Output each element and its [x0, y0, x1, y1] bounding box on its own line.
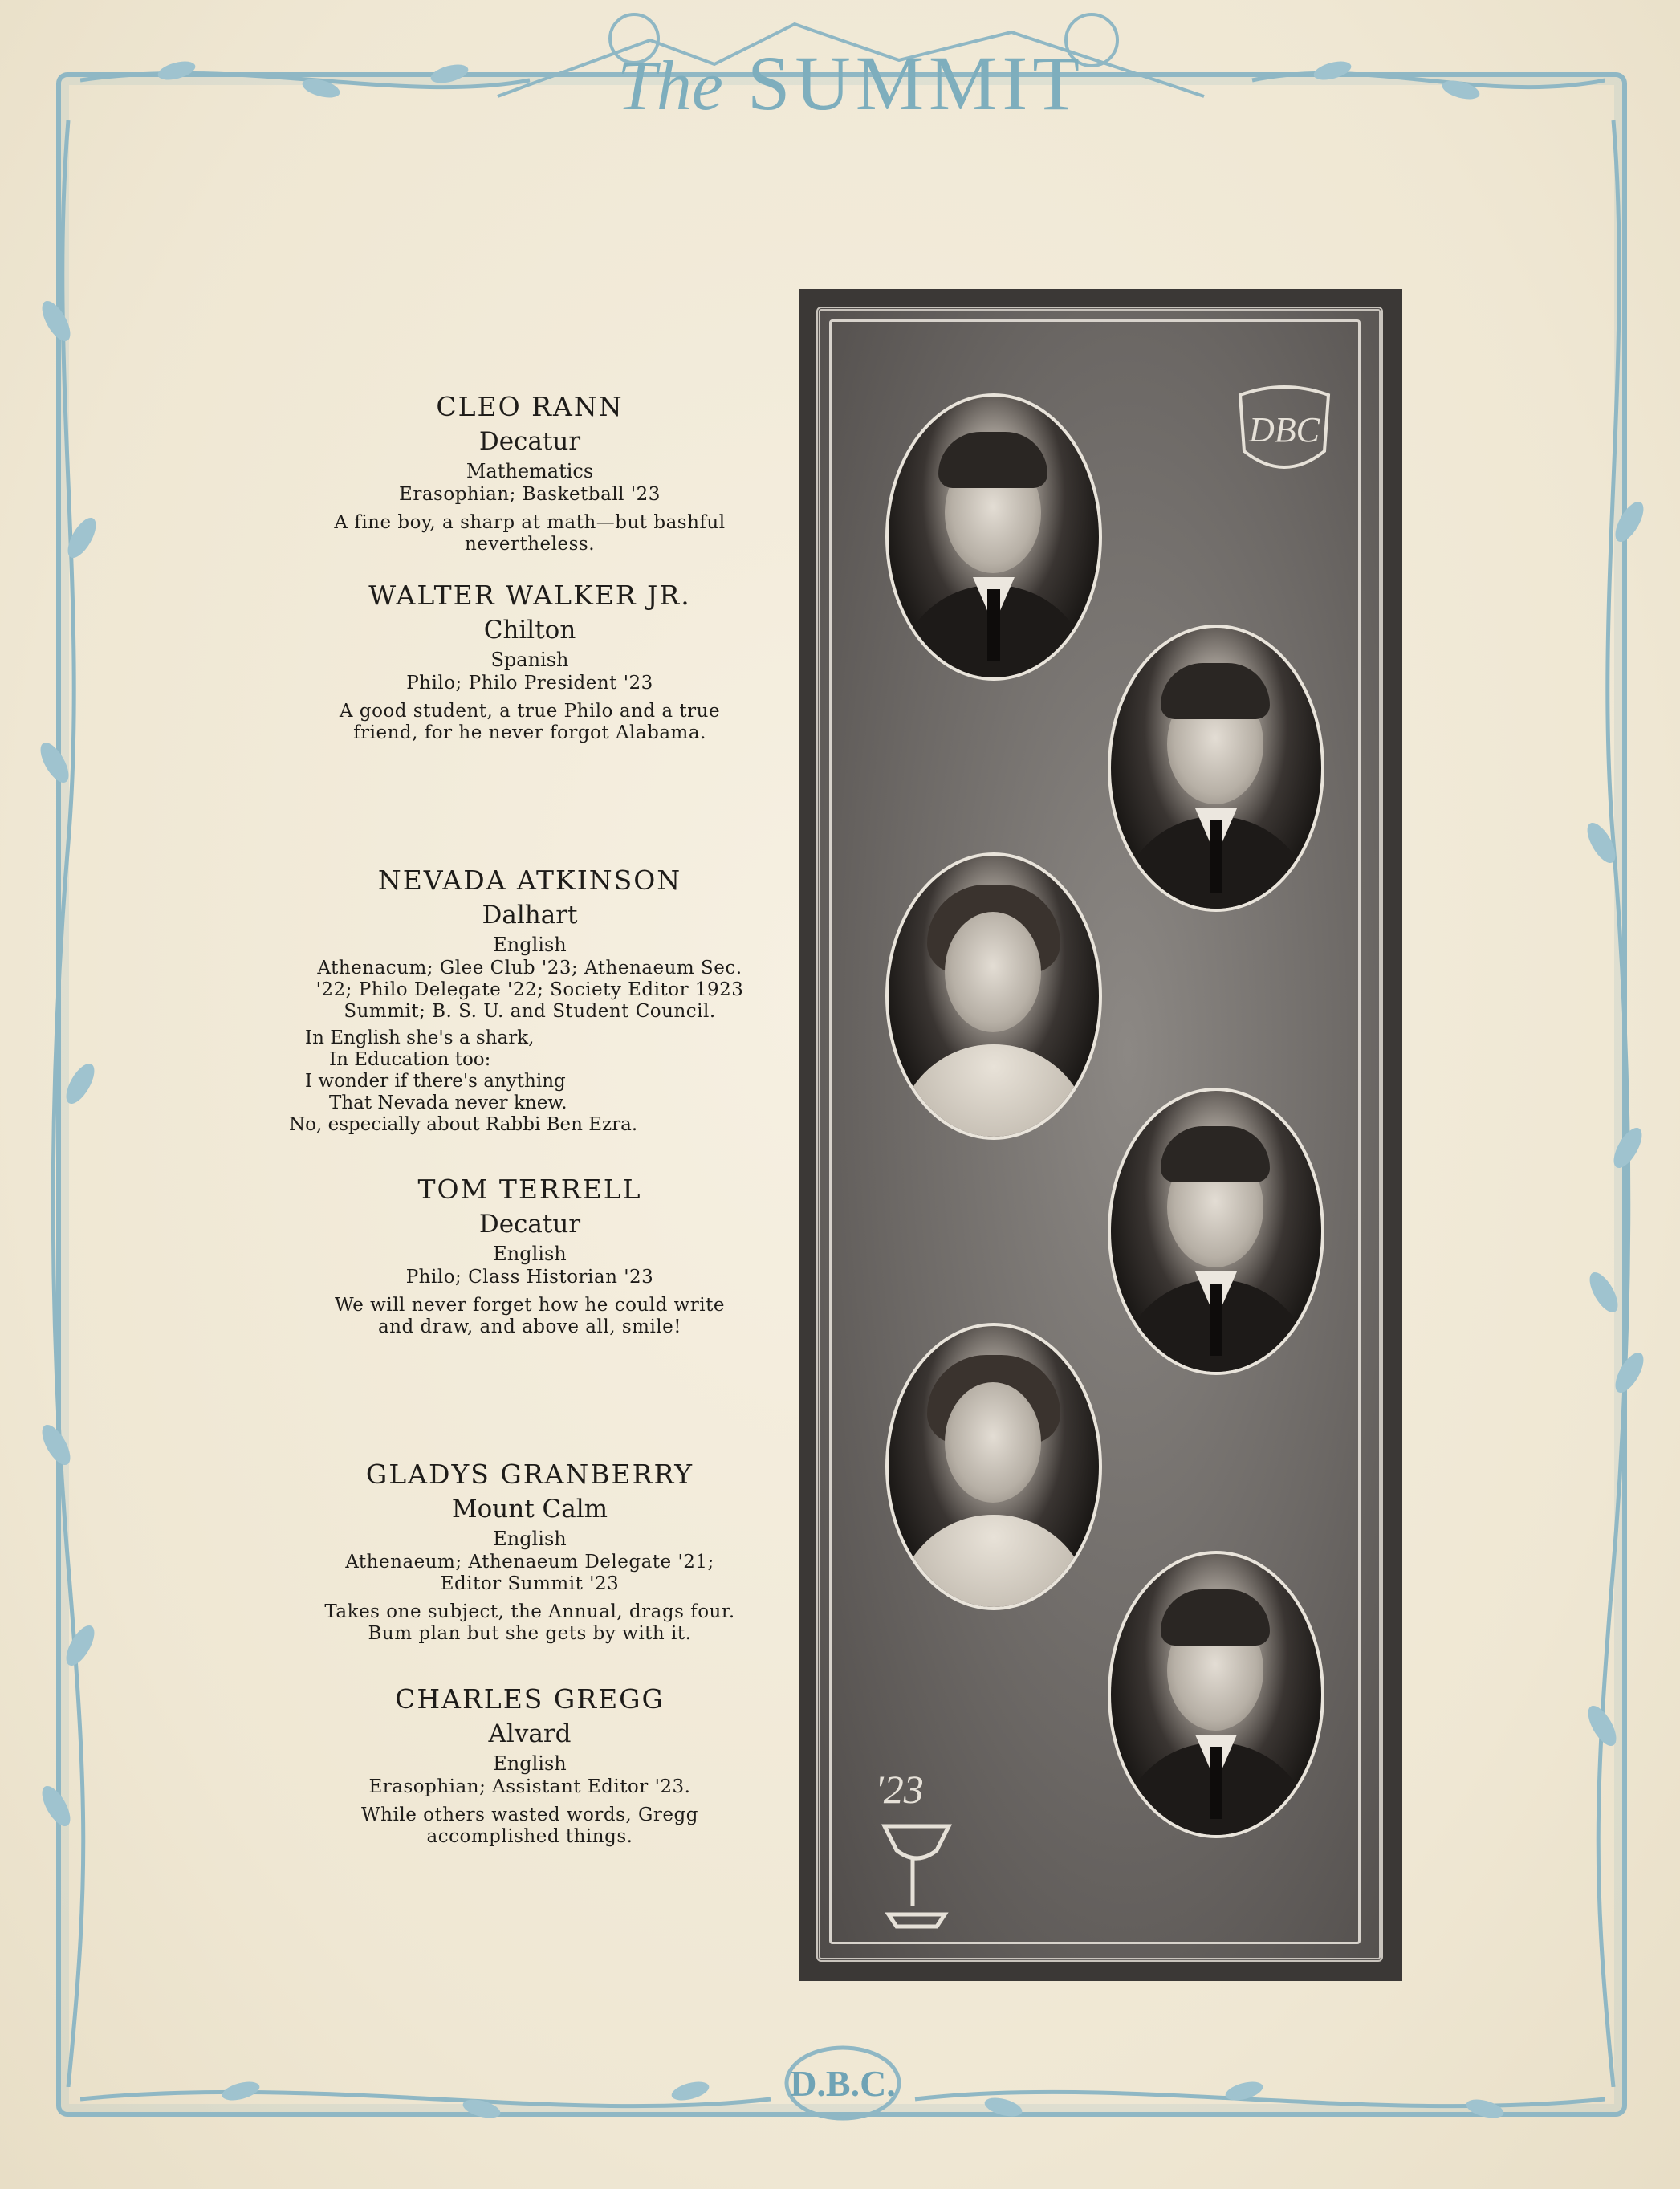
- student-hometown: Mount Calm: [451, 1495, 608, 1524]
- student-major: Spanish: [490, 649, 569, 671]
- portrait-panel: [799, 289, 1402, 1981]
- title-main: SUMMIT: [746, 40, 1085, 126]
- quote-line: A good student, a true Philo and a true: [339, 701, 721, 722]
- portrait-photo: [885, 393, 1102, 681]
- student-entry: [273, 389, 787, 555]
- student-activities: Erasophian; Assistant Editor '23.: [368, 1776, 691, 1797]
- student-major: Mathematics: [466, 460, 594, 482]
- student-activities: Philo; Class Historian '23: [405, 1267, 654, 1288]
- quote-line: and draw, and above all, smile!: [377, 1316, 682, 1337]
- footer-monogram-text: D.B.C.: [790, 2063, 896, 2104]
- quote-line: While others wasted words, Gregg: [361, 1805, 698, 1825]
- poem-line: In English she's a shark,: [305, 1027, 535, 1048]
- portrait-face: [945, 1382, 1041, 1503]
- portrait-photo: [885, 1323, 1102, 1610]
- student-activities: Philo; Philo President '23: [406, 673, 653, 694]
- portrait-tie: [1210, 1747, 1222, 1819]
- activities-line: Summit; B. S. U. and Student Council.: [344, 1001, 716, 1022]
- student-name: CHARLES GREGG: [395, 1683, 665, 1715]
- quote-line: friend, for he never forgot Alabama.: [353, 722, 706, 743]
- student-hometown: Alvard: [488, 1719, 572, 1748]
- quote-line: A fine boy, a sharp at math—but bashful: [334, 512, 726, 533]
- portrait-coat: [897, 1515, 1091, 1610]
- student-major: English: [493, 934, 567, 956]
- portrait-tie: [987, 589, 1000, 661]
- student-quote: [273, 1601, 787, 1645]
- quote-line: accomplished things.: [426, 1826, 633, 1847]
- student-major: English: [493, 1243, 567, 1265]
- student-major: English: [493, 1752, 567, 1775]
- portrait-hair: [1161, 1126, 1270, 1182]
- portrait-tie: [1210, 1284, 1222, 1356]
- portrait-tie: [1210, 820, 1222, 893]
- quote-line: Takes one subject, the Annual, drags four.: [324, 1601, 735, 1622]
- student-entry: [273, 1457, 787, 1645]
- portrait-photo: [1108, 625, 1324, 912]
- student-major: English: [493, 1528, 567, 1550]
- portrait-hair: [1161, 1589, 1270, 1646]
- student-name: NEVADA ATKINSON: [377, 865, 682, 896]
- class-year-mark: '23: [875, 1767, 924, 1812]
- urn-ornament: [873, 1818, 961, 1931]
- portrait-photo: [885, 852, 1102, 1140]
- student-entry: [273, 863, 787, 1136]
- student-quote: [273, 1805, 787, 1848]
- student-name: WALTER WALKER JR.: [368, 580, 691, 611]
- student-entry: [273, 1172, 787, 1338]
- masthead: [449, 8, 1252, 128]
- student-hometown: Dalhart: [482, 901, 578, 930]
- student-activities: [273, 958, 787, 1023]
- quote-line: nevertheless.: [464, 534, 596, 555]
- portrait-coat: [897, 1044, 1091, 1140]
- quote-line: We will never forget how he could write: [334, 1295, 726, 1316]
- footer-monogram: [783, 2043, 903, 2123]
- poem-line: That Nevada never knew.: [329, 1092, 567, 1113]
- student-hometown: Decatur: [478, 1210, 581, 1239]
- poem-line: In Education too:: [329, 1049, 491, 1070]
- right-vine-ornament: [1573, 120, 1654, 2087]
- portrait-hair: [938, 432, 1047, 488]
- student-poem: [273, 1027, 787, 1136]
- student-activities: Erasophian; Basketball '23: [399, 484, 661, 505]
- activities-line: '22; Philo Delegate '22; Society Editor 1923: [315, 979, 744, 1000]
- student-quote: [273, 512, 787, 555]
- portrait-photo: [1108, 1088, 1324, 1375]
- student-activities: [273, 1552, 787, 1595]
- portrait-photo: [1108, 1551, 1324, 1838]
- title-prefix: The: [616, 47, 723, 125]
- panel-monogram: [1228, 379, 1340, 483]
- student-entry: [273, 1682, 787, 1848]
- student-name: TOM TERRELL: [417, 1174, 642, 1205]
- portrait-hair: [1161, 663, 1270, 719]
- yearbook-title: [449, 39, 1252, 128]
- activities-line: Athenacum; Glee Club '23; Athenaeum Sec.: [317, 958, 742, 979]
- quote-line: Bum plan but she gets by with it.: [368, 1623, 692, 1644]
- student-quote: [273, 701, 787, 744]
- activities-line: Athenaeum; Athenaeum Delegate '21;: [345, 1552, 714, 1573]
- poem-line: No, especially about Rabbi Ben Ezra.: [289, 1114, 638, 1135]
- student-quote: [273, 1295, 787, 1338]
- student-hometown: Chilton: [483, 616, 576, 645]
- student-name: GLADYS GRANBERRY: [365, 1459, 694, 1490]
- poem-line: I wonder if there's anything: [305, 1071, 566, 1092]
- student-entry: [273, 578, 787, 744]
- activities-line: Editor Summit '23: [440, 1573, 620, 1594]
- left-vine-ornament: [32, 120, 104, 2087]
- student-name: CLEO RANN: [436, 391, 624, 422]
- student-hometown: Decatur: [478, 427, 581, 456]
- monogram-text: DBC: [1249, 410, 1320, 450]
- portrait-face: [945, 912, 1041, 1032]
